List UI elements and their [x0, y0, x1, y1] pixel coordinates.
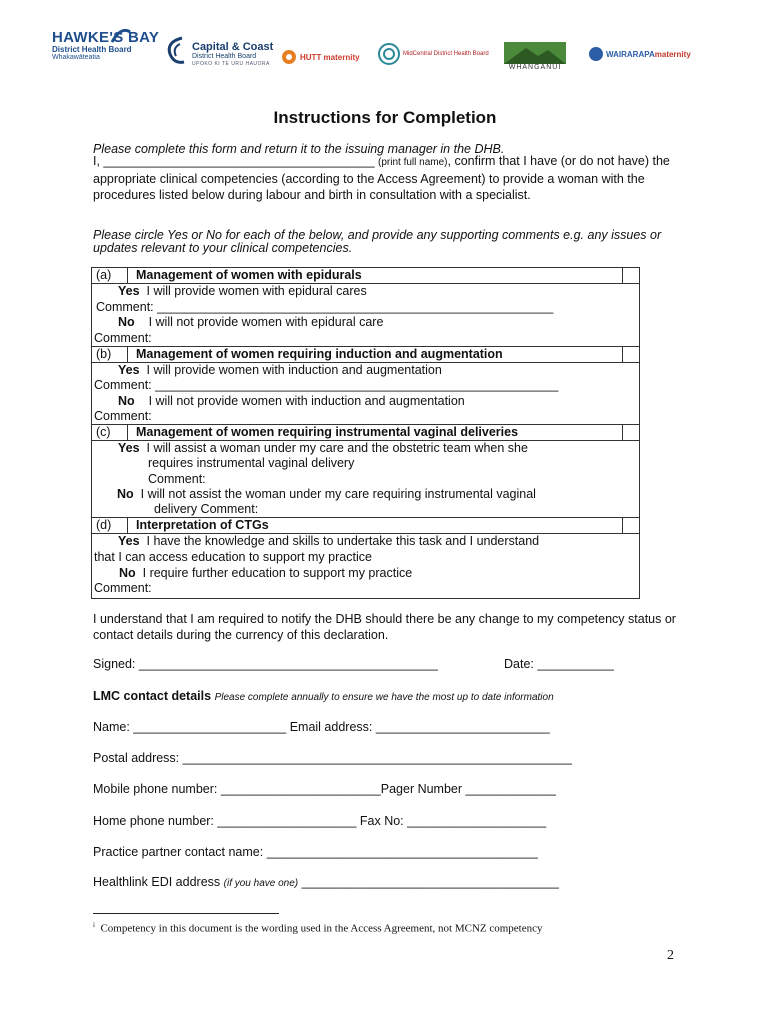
- section-b-no-text: I will not provide women with induction and augmentation: [148, 394, 465, 408]
- capital-coast-sub: District Health Board: [192, 53, 257, 60]
- midcentral-name: MidCentral District Health Board: [403, 51, 489, 57]
- section-c-no-text: I will not assist the woman under my care requiring instrumental vaginal: [140, 487, 536, 501]
- midcentral-circle-icon: [377, 42, 401, 66]
- section-d-yes-row: [118, 534, 665, 550]
- section-a-title: Management of women with epidurals: [136, 268, 362, 282]
- hutt-flower-icon: [280, 48, 298, 66]
- section-c-yes-row: [118, 441, 665, 457]
- section-a-yes-row: [118, 284, 665, 300]
- yes-option-a[interactable]: Yes: [118, 284, 140, 298]
- healthlink-hint: (if you have one): [223, 878, 299, 889]
- section-b-header: [92, 346, 639, 363]
- lmc-heading: LMC contact details: [93, 689, 212, 703]
- footnote-mark: i: [93, 921, 95, 929]
- section-b-yes-text: I will provide women with induction and augmentation: [146, 363, 442, 377]
- lmc-section: [93, 689, 554, 703]
- hawkes-bay-name: HAWKE'S BAY: [52, 29, 160, 46]
- hawkes-bay-sub: District Health Board: [52, 45, 132, 54]
- no-option-c[interactable]: No: [117, 487, 134, 501]
- section-d-header: [92, 517, 639, 534]
- yes-option-d[interactable]: Yes: [118, 534, 140, 548]
- wairarapa-name: WAIRARAPA: [606, 49, 655, 59]
- section-a-label: (a): [96, 268, 112, 282]
- capital-coast-maori: UPOKO KI TE URU HAUORA: [192, 61, 270, 67]
- hawkes-bay-logo: [52, 30, 159, 62]
- midcentral-logo: [377, 42, 489, 66]
- section-c-no-row: [117, 487, 664, 503]
- footnote-text: Competency in this document is the wording used in the Access Agreement, not MCNZ competency: [100, 922, 543, 935]
- print-name-hint: (print full name): [378, 157, 448, 168]
- wairarapa-mark-icon: [588, 46, 604, 62]
- wairarapa-logo: [588, 46, 691, 62]
- capital-coast-logo: [164, 40, 273, 68]
- section-b-yes-row: [118, 363, 665, 379]
- intro-paragraph: [93, 153, 683, 203]
- page-number: 2: [667, 948, 674, 963]
- footnote-divider: [93, 913, 279, 914]
- circle-instruction: Please circle Yes or No for each of the below, and provide any supporting comments e.g. any issues or updates relevant to your clinical competencies.: [93, 228, 662, 255]
- section-a-header: [92, 267, 639, 284]
- section-c-header: [92, 424, 639, 441]
- section-c-yes-text-2: requires instrumental vaginal delivery: [148, 456, 355, 470]
- yes-option-b[interactable]: Yes: [118, 363, 140, 377]
- footnote: [93, 921, 543, 935]
- section-b-no-comment[interactable]: Comment:: [94, 409, 152, 423]
- intro-instruction: Please complete this form and return it to the issuing manager in the DHB.: [93, 142, 505, 156]
- section-b-no-row: [118, 394, 665, 410]
- section-d-label: (d): [96, 518, 112, 532]
- healthlink-label: Healthlink EDI address: [93, 875, 221, 889]
- whanganui-mountain-icon: [504, 42, 566, 64]
- header-logos: [52, 30, 692, 90]
- section-d-yes-text: I have the knowledge and skills to undertake this task and I understand: [146, 534, 540, 548]
- competency-table: [91, 267, 640, 599]
- wairarapa-maternity: maternity: [654, 49, 691, 59]
- hutt-name: HUTT maternity: [300, 52, 360, 62]
- mobile-pager-field[interactable]: Mobile phone number: _______________________Pager Number _____________: [93, 782, 556, 796]
- section-c-yes-text: I will assist a woman under my care and the obstetric team when she: [146, 441, 528, 455]
- section-b-title: Management of women requiring induction and augmentation: [136, 347, 503, 361]
- hawkes-bay-mark-icon: [110, 24, 132, 46]
- section-c-title: Management of women requiring instrumental vaginal deliveries: [136, 425, 519, 439]
- name-blank[interactable]: I, _______________________________________: [93, 154, 375, 168]
- healthlink-blank[interactable]: _____________________________________: [301, 875, 559, 889]
- home-fax-field[interactable]: Home phone number: ____________________ Fax No: ____________________: [93, 814, 547, 828]
- section-d-yes-text-2: that I can access education to support my practice: [94, 550, 372, 564]
- name-email-field[interactable]: Name: ______________________ Email address: _________________________: [93, 720, 550, 734]
- section-a-no-text: I will not provide women with epidural care: [148, 315, 384, 329]
- hawkes-bay-maori: Whakawāteatia: [52, 54, 100, 61]
- practice-partner-field[interactable]: Practice partner contact name: _______________________________________: [93, 845, 538, 859]
- page-title: Instructions for Completion: [273, 108, 497, 127]
- no-option-a[interactable]: No: [118, 315, 135, 329]
- yes-option-c[interactable]: Yes: [118, 441, 140, 455]
- section-d-comment[interactable]: Comment:: [94, 581, 152, 595]
- no-option-b[interactable]: No: [118, 394, 135, 408]
- section-b-yes-comment[interactable]: Comment: __________________________________________________________: [94, 378, 559, 392]
- no-option-d[interactable]: No: [119, 566, 136, 580]
- section-d-no-text: I require further education to support my practice: [142, 566, 413, 580]
- whanganui-name: WHANGANUI: [508, 64, 562, 71]
- section-c-label: (c): [96, 425, 111, 439]
- section-d-title: Interpretation of CTGs: [136, 518, 269, 532]
- healthlink-field[interactable]: [93, 875, 559, 889]
- lmc-note: Please complete annually to ensure we have the most up to date information: [214, 692, 554, 703]
- section-a-no-row: [118, 315, 665, 331]
- section-a-yes-text: I will provide women with epidural cares: [146, 284, 367, 298]
- date-field[interactable]: Date: ___________: [504, 657, 614, 671]
- capital-coast-name: Capital & Coast: [192, 41, 274, 53]
- section-a-yes-comment[interactable]: Comment: _________________________________________________________: [96, 300, 554, 314]
- section-b-label: (b): [96, 347, 112, 361]
- section-a-no-comment[interactable]: Comment:: [94, 331, 152, 345]
- hutt-maternity-logo: [280, 48, 360, 66]
- intro-confirm: , confirm that I have (or do: [447, 154, 594, 168]
- section-c-no-comment[interactable]: delivery Comment:: [154, 502, 259, 516]
- signature-field[interactable]: Signed: ___________________________________________: [93, 657, 438, 671]
- notify-statement: I understand that I am required to notify the DHB should there be any change to my competency status or contact details during the currency of this declaration.: [93, 612, 676, 642]
- postal-address-field[interactable]: Postal address: ________________________________________________________: [93, 751, 572, 765]
- section-c-yes-comment[interactable]: Comment:: [148, 472, 206, 486]
- whanganui-logo: [504, 42, 566, 71]
- section-d-no-row: [119, 566, 666, 582]
- capital-coast-swirl-icon: [164, 34, 188, 68]
- intro-rest: not have) the appropriate clinical competencies (according to the Access Agreement) to provide a woman with the procedures listed below during labour and birth in consultation with a specialist.: [93, 154, 670, 202]
